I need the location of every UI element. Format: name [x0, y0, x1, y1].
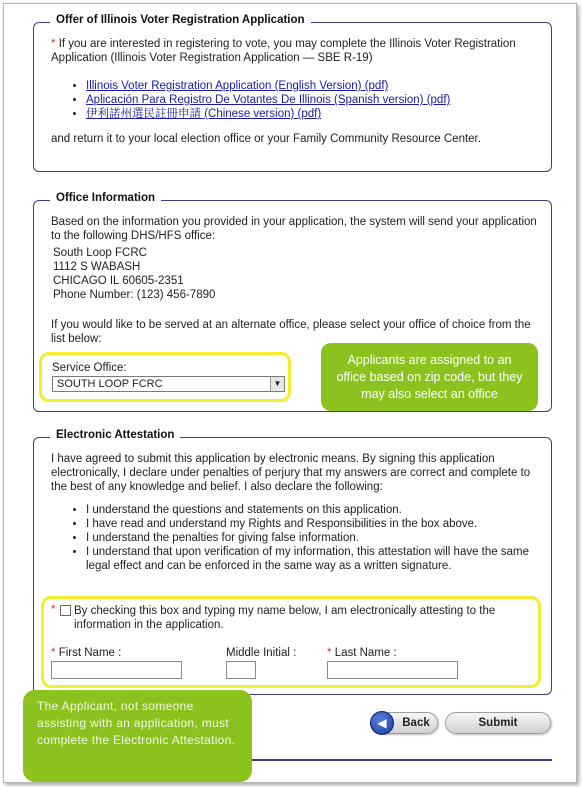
attestation-callout — [23, 690, 252, 782]
office-callout — [321, 343, 538, 411]
voter-link-spanish[interactable]: Aplicación Para Registro De Votantes De Illinois (Spanish version) (pdf) — [86, 94, 451, 106]
back-button-label: Back — [402, 717, 430, 729]
attestation-callout-text: The Applicant, not someone assisting with an application, must complete the Electronic Attestation. — [37, 699, 236, 747]
attestation-checkbox-text: By checking this box and typing my name below, I am electronically attesting to the information in the application. — [74, 605, 496, 631]
bottom-rule — [250, 759, 552, 761]
service-office-label: Service Office: — [52, 362, 127, 374]
office-intro: Based on the information you provided in your application, the system will send your application to the following DHS/HFS office: — [51, 216, 537, 242]
office-city: CHICAGO IL 60605-2351 — [53, 275, 184, 287]
office-name: South Loop FCRC — [53, 247, 147, 259]
required-marker: * — [51, 604, 56, 616]
first-name-label — [51, 646, 121, 660]
back-arrow-icon[interactable]: ◀ — [370, 711, 394, 735]
last-name-label — [327, 646, 397, 660]
list-item: • I understand the penalties for giving false information. — [86, 531, 536, 545]
voter-registration-title: Offer of Illinois Voter Registration Application — [50, 14, 311, 26]
middle-initial-label: Middle Initial : — [226, 647, 297, 659]
voter-links-list — [70, 79, 530, 121]
last-name-label-text: Last Name : — [334, 647, 397, 659]
voter-link-english[interactable]: Illinois Voter Registration Application (English Version) (pdf) — [86, 80, 389, 92]
office-phone: Phone Number: (123) 456-7890 — [53, 289, 216, 301]
attestation-title: Electronic Attestation — [50, 429, 180, 441]
submit-button-label: Submit — [478, 717, 518, 729]
office-callout-text: Applicants are assigned to an office based on zip code, but they may also select an office — [336, 352, 523, 401]
voter-link-chinese[interactable]: 伊利諾州選民註冊申請 (Chinese version) (pdf) — [86, 108, 322, 120]
required-marker: * — [327, 647, 332, 659]
list-item — [86, 93, 530, 107]
service-office-select[interactable] — [52, 376, 285, 392]
required-marker: * — [51, 647, 56, 659]
submit-button[interactable] — [445, 712, 551, 734]
list-item — [86, 107, 530, 121]
attestation-bullets — [70, 503, 536, 573]
first-name-input[interactable] — [51, 661, 182, 679]
middle-initial-input[interactable] — [226, 661, 256, 679]
attestation-checkbox[interactable] — [60, 605, 71, 616]
list-item: • I have read and understand my Rights and Responsibilities in the box above. — [86, 517, 536, 531]
list-item: • I understand the questions and statements on this application. — [86, 503, 536, 517]
voter-intro-text: If you are interested in registering to vote, you may complete the Illinois Voter Registration Application (Illinois Voter Registration Application — SBE R-19) — [51, 38, 516, 64]
list-item: • I understand that upon verification of my information, this attestation will have the same legal effect and can be enforced in the same way as a written signature. — [86, 545, 536, 573]
voter-outro: and return it to your local election office or your Family Community Resource Center. — [51, 133, 481, 145]
attestation-intro: I have agreed to submit this application by electronic means. By signing this application electronically, I declare under penalties of perjury that my answers are correct and complete to the best of any knowledge and belief. I also declare the following: — [51, 453, 531, 493]
first-name-label-text: First Name : — [58, 647, 122, 659]
alternate-office-text: If you would like to be served at an alternate office, please select your office of choice from the list below: — [51, 319, 531, 345]
last-name-input[interactable] — [327, 661, 458, 679]
service-office-value: SOUTH LOOP FCRC — [57, 378, 163, 390]
dropdown-arrow-icon[interactable]: ▼ — [270, 377, 284, 391]
office-information-title: Office Information — [50, 192, 161, 204]
voter-intro — [51, 37, 541, 65]
list-item — [86, 79, 530, 93]
required-marker: * — [51, 38, 56, 50]
office-street: 1112 S WABASH — [53, 261, 141, 273]
voter-registration-section — [33, 14, 552, 172]
office-address — [53, 246, 353, 302]
